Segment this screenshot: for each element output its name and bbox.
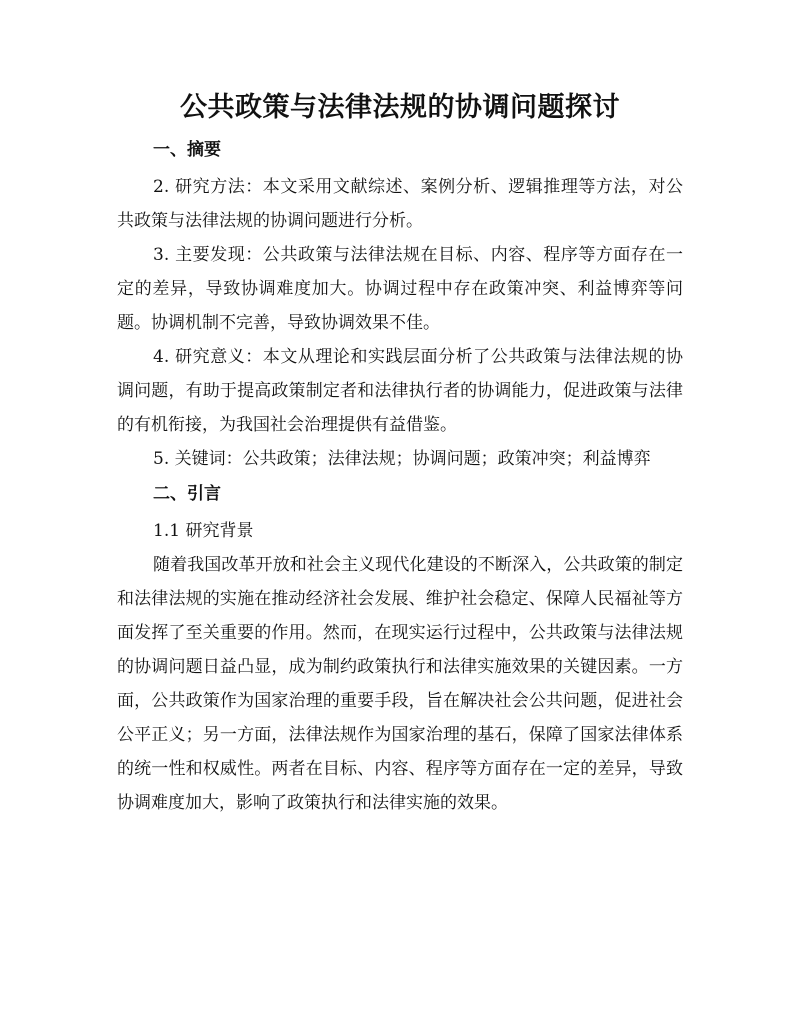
background-paragraph: 随着我国改革开放和社会主义现代化建设的不断深入，公共政策的制定和法律法规的实施在推动经济社会发展、维护社会稳定、保障人民福祉等方面发挥了至关重要的作用。然而，在现实运行过程中，公共政策与法律法规的协调问题日益凸显，成为制约政策执行和法律实施效果的关键因素。一方面，公共政策作为国家治理的重要手段，旨在解决社会公共问题，促进社会公平正义；另一方面，法律法规作为国家治理的基石，保障了国家法律体系的统一性和权威性。两者在目标、内容、程序等方面存在一定的差异，导致协调难度加大，影响了政策执行和法律实施的效果。 (117, 555, 683, 813)
document-page (117, 88, 683, 820)
abstract-item-findings: 3. 主要发现：公共政策与法律法规在目标、内容、程序等方面存在一定的差异，导致协调难度加大。协调过程中存在政策冲突、利益博弈等问题。协调机制不完善，导致协调效果不佳。 (117, 245, 683, 333)
document-title: 公共政策与法律法规的协调问题探讨 (180, 92, 620, 123)
abstract-item-keywords: 5. 关键词：公共政策；法律法规；协调问题；政策冲突；利益博弈 (153, 449, 651, 469)
section-heading-introduction: 二、引言 (153, 484, 221, 504)
abstract-item-methods: 2. 研究方法：本文采用文献综述、案例分析、逻辑推理等方法，对公共政策与法律法规的协调问题进行分析。 (117, 177, 683, 231)
abstract-item-significance: 4. 研究意义：本文从理论和实践层面分析了公共政策与法律法规的协调问题，有助于提高政策制定者和法律执行者的协调能力，促进政策与法律的有机衔接，为我国社会治理提供有益借鉴。 (117, 347, 683, 435)
section-heading-abstract: 一、摘要 (153, 140, 221, 160)
subsection-heading-background: 1.1 研究背景 (153, 521, 254, 541)
